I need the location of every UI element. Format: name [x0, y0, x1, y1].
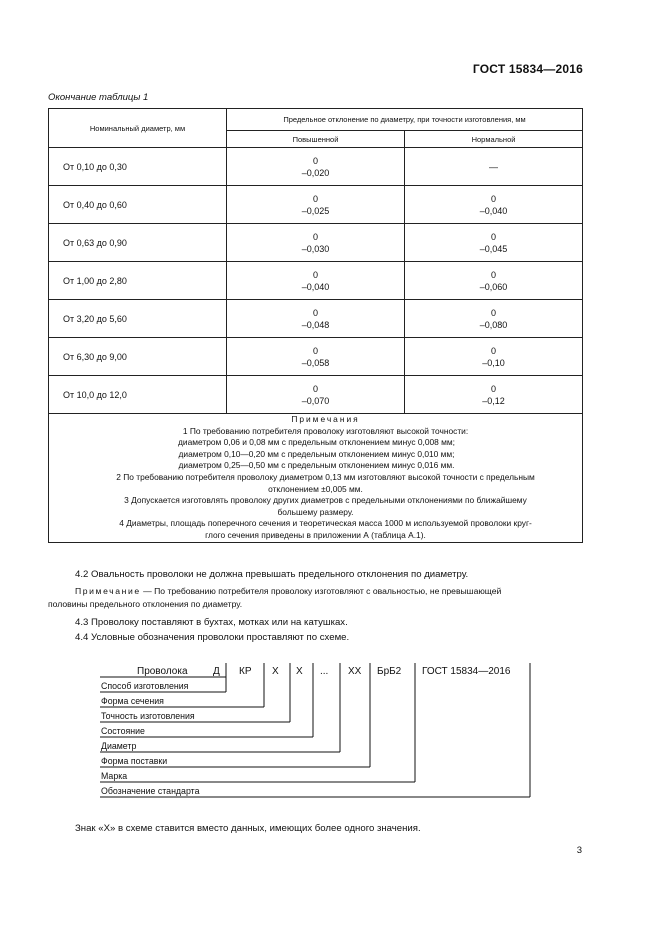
scheme-code: Д [213, 666, 220, 677]
high-upper: 0 [312, 269, 318, 280]
normal-lower: –0,040 [479, 205, 508, 216]
paragraph-4-3: 4.3 Проволоку поставляют в бухтах, мотках или на катушках. [75, 617, 348, 628]
page-number: 3 [576, 845, 582, 856]
scheme-label: Точность изготовления [101, 711, 195, 721]
high-upper: 0 [312, 307, 318, 318]
note-line: глого сечения приведены в приложении А (таблица А.1). [205, 529, 426, 540]
high-lower: –0,048 [301, 319, 330, 330]
scheme-label: Форма поставки [101, 756, 168, 766]
normal-upper: 0 [491, 307, 497, 318]
scheme-label: Способ изготовления [101, 681, 189, 691]
note-text-continued: половины предельного отклонения по диаметру. [48, 599, 243, 609]
normal-lower: –0,10 [482, 357, 505, 368]
col-header-group: Предельное отклонение по диаметру, при точности изготовления, мм [227, 109, 583, 131]
high-upper: 0 [312, 383, 318, 394]
scheme-title: Проволока [137, 666, 188, 677]
normal-upper: — [489, 161, 498, 172]
scheme-label: Обозначение стандарта [101, 786, 200, 796]
col-header-diameter: Номинальный диаметр, мм [49, 109, 227, 148]
note-line: 4 Диаметры, площадь поперечного сечения и теоретическая масса 1000 м используемой проволоки круг- [119, 518, 532, 529]
normal-upper: 0 [491, 193, 497, 204]
high-lower: –0,025 [301, 205, 330, 216]
note-line: отклонением ±0,005 мм. [268, 483, 363, 494]
diameter-range: От 3,20 до 5,60 [49, 300, 227, 338]
note-line: диаметром 0,10—0,20 мм с предельным отклонением минус 0,010 мм; [178, 448, 455, 459]
diameter-range: От 6,30 до 9,00 [49, 338, 227, 376]
normal-upper: 0 [491, 269, 497, 280]
col-header-high: Повышенной [227, 131, 405, 148]
scheme-code: ГОСТ 15834—2016 [422, 666, 511, 677]
high-lower: –0,070 [301, 395, 330, 406]
diameter-range: От 0,40 до 0,60 [49, 186, 227, 224]
diameter-range: От 10,0 до 12,0 [49, 376, 227, 414]
scheme-code: ХХ [348, 666, 362, 677]
normal-lower: –0,12 [482, 395, 505, 406]
scheme-label: Марка [101, 771, 128, 781]
scheme-label: Диаметр [101, 741, 137, 751]
note-line: 2 По требованию потребителя проволоку диаметром 0,13 мм изготовляют высокой точности с предельным [116, 471, 535, 482]
paragraph-4-4: 4.4 Условные обозначения проволоки проставляют по схеме. [75, 632, 350, 643]
note-line: диаметром 0,06 и 0,08 мм с предельным отклонением минус 0,008 мм; [178, 437, 455, 448]
diameter-range: От 1,00 до 2,80 [49, 262, 227, 300]
paragraph-4-2: 4.2 Овальность проволоки не должна превышать предельного отклонения по диаметру. [75, 569, 469, 580]
scheme-code: ... [320, 666, 329, 677]
note-line: 1 По требованию потребителя проволоку изготовляют высокой точности: [182, 425, 469, 436]
col-header-normal: Нормальной [405, 131, 583, 148]
final-paragraph: Знак «Х» в схеме ставится вместо данных, имеющих более одного значения. [75, 823, 421, 834]
normal-lower: –0,045 [479, 243, 508, 254]
high-upper: 0 [312, 231, 318, 242]
note-line: диаметром 0,25—0,50 мм с предельным отклонением минус 0,016 мм. [178, 460, 455, 471]
normal-upper: 0 [491, 345, 497, 356]
high-upper: 0 [312, 155, 318, 166]
note-line: 3 Допускается изготовлять проволоку других диаметров с предельными отклонениями по ближайшему [124, 495, 527, 506]
normal-lower: –0,060 [479, 281, 508, 292]
diameter-range: От 0,10 до 0,30 [49, 148, 227, 186]
note-text: — По требованию потребителя проволоку изготовляют с овальностью, не превышающей [140, 586, 502, 596]
scheme-code: Х [296, 666, 303, 677]
high-lower: –0,058 [301, 357, 330, 368]
normal-lower: –0,080 [479, 319, 508, 330]
high-upper: 0 [312, 345, 318, 356]
high-lower: –0,020 [301, 167, 330, 178]
table-caption: Окончание таблицы 1 [48, 92, 149, 103]
notes-title: Примечания [291, 414, 360, 424]
note-label: Примечание [75, 586, 141, 596]
document-standard-header: ГОСТ 15834—2016 [472, 62, 583, 76]
diameter-range: От 0,63 до 0,90 [49, 224, 227, 262]
scheme-label: Форма сечения [101, 696, 164, 706]
high-lower: –0,040 [301, 281, 330, 292]
scheme-code: Х [272, 666, 279, 677]
scheme-label: Состояние [101, 726, 145, 736]
normal-upper: 0 [491, 231, 497, 242]
scheme-code: КР [239, 666, 252, 677]
scheme-code: БрБ2 [377, 666, 402, 677]
normal-upper: 0 [491, 383, 497, 394]
high-upper: 0 [312, 193, 318, 204]
high-lower: –0,030 [301, 243, 330, 254]
note-line: большему размеру. [277, 506, 354, 517]
